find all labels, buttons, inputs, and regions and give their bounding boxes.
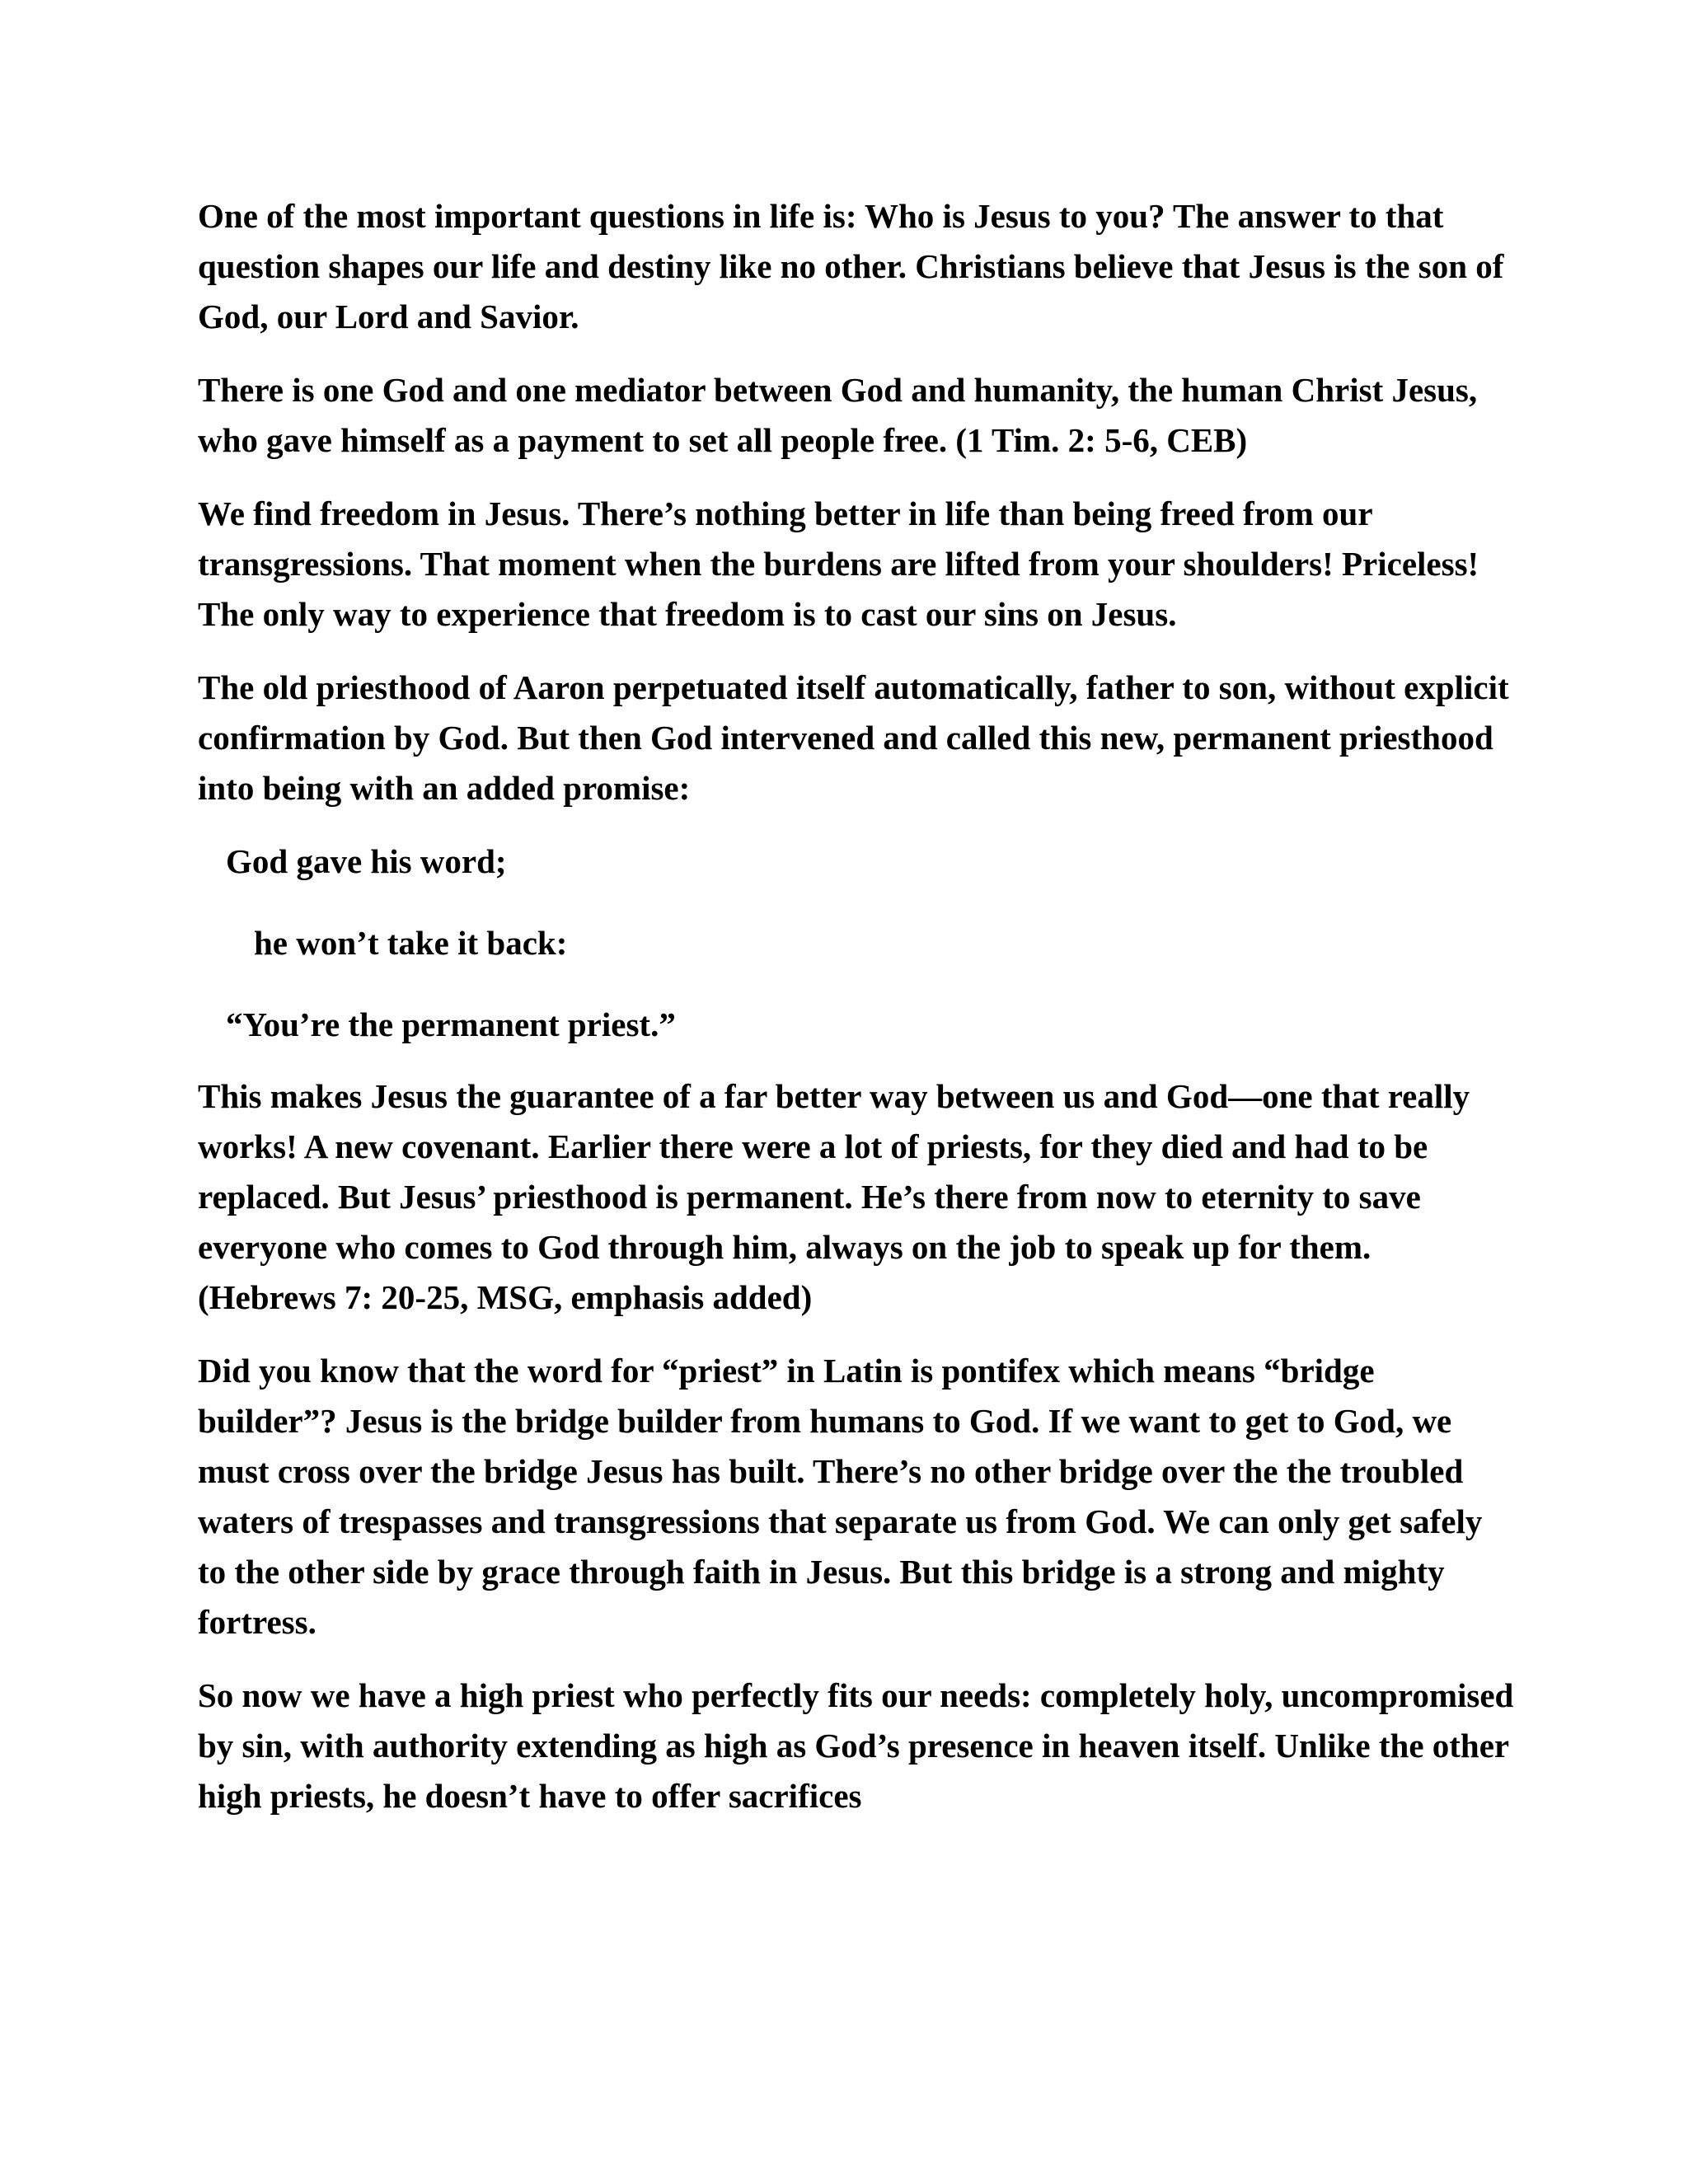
paragraph-priesthood-of-aaron: The old priesthood of Aaron perpetuated itself automatically, father to son, without explicit confirmation by God. But then God intervened and called this new, permanent priesthood into being with an added promise:: [198, 668, 1509, 807]
paragraph-high-priest: So now we have a high priest who perfectly fits our needs: completely holy, uncompromised by sin, with authority extending as high as God’s presence in heaven itself. Unlike the other high priests, he doesn’t have to offer sacrifices: [198, 1676, 1514, 1815]
poem-line-2: he won’t take it back:: [254, 924, 568, 962]
poem-line-1: God gave his word;: [226, 842, 507, 880]
paragraph-bridge-builder: Did you know that the word for “priest” in Latin is pontifex which means “bridge builder”? Jesus is the bridge builder from humans to God. If we want to get to God, we must cross over the bridge Jesus has built. There’s no other bridge over the the troubled waters of trespasses and transgressions that separate us from God. We can only get safely to the other side by grace through faith in Jesus. But this bridge is a strong and mighty fortress.: [198, 1352, 1483, 1641]
paragraph-freedom-in-jesus: We find freedom in Jesus. There’s nothing better in life than being freed from our transgressions. That moment when the burdens are lifted from your shoulders! Priceless! The only way to experience that freedom is to cast our sins on Jesus.: [198, 494, 1479, 633]
paragraph-who-is-jesus: One of the most important questions in life is: Who is Jesus to you? The answer to that question shapes our life and destiny like no other. Christians believe that Jesus is the son of God, our Lord and Savior.: [198, 197, 1504, 335]
paragraph-scripture-1-timothy: There is one God and one mediator between God and humanity, the human Christ Jesus, who gave himself as a payment to set all people free. (1 Tim. 2: 5-6, CEB): [198, 371, 1478, 459]
document-body: [198, 191, 1517, 1844]
paragraph-scripture-hebrews: This makes Jesus the guarantee of a far better way between us and God—one that really works! A new covenant. Earlier there were a lot of priests, for they died and had to be replaced. But Jesus’ priesthood is permanent. He’s there from now to eternity to save everyone who comes to God through him, always on the job to speak up for them. (Hebrews 7: 20-25, MSG, emphasis added): [198, 1077, 1470, 1316]
poem-line-3: “You’re the permanent priest.”: [226, 1005, 676, 1043]
